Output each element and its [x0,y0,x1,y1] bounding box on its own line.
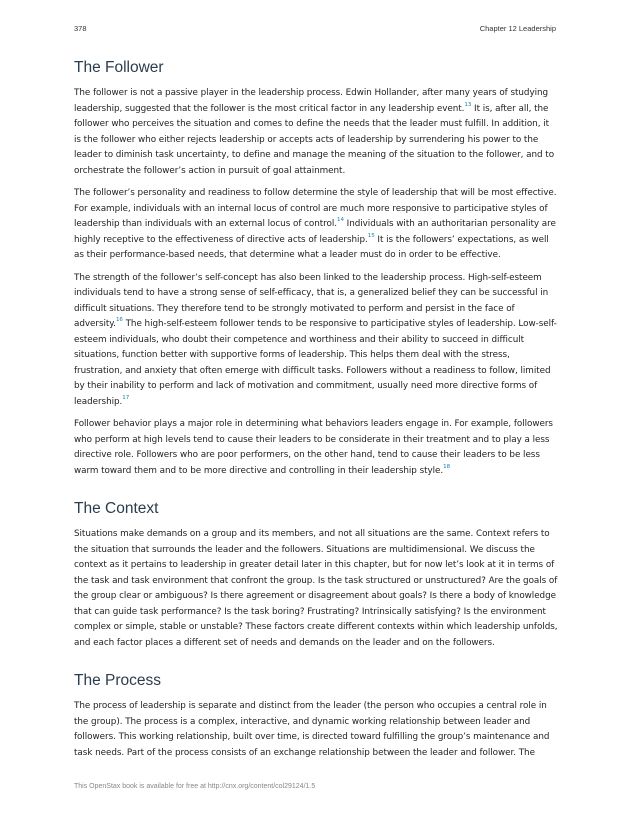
follower-p3-text-a: The strength of the follower’s self-concept has also been linked to the leadership process. High-self-esteem individuals tend to have a strong sense of self-efficacy, that is, a generalized belief they can be successful in difficult situations. They therefore tend to be strongly motivated to perform and persist in the face of adversity. [74,272,549,329]
running-head [74,24,556,36]
context-paragraph-1: Situations make demands on a group and its members, and not all situations are the same. Context refers to the situation that surrounds the leader and the followers. Situations are multidimensional. We discuss the context as it pertains to leadership in greater detail later in this chapter, but for now let’s look at it in terms of the task and task environment that confront the group. Is the task structured or unstructured? Are the goals of the group clear or ambiguous? Is there agreement or disagreement about goals? Is there a body of knowledge that can guide task performance? Is the task boring? Frustrating? Intrinsically satisfying? Is the environment complex or simple, stable or unstable? These factors create different contexts within which leadership unfolds, and each factor places a different set of needs and demands on the leader and on the followers. [74,529,558,648]
follower-paragraph-2 [74,186,558,264]
footnote-ref-18[interactable]: 18 [443,463,451,470]
follower-p3-text-b: The high-self-esteem follower tends to be responsive to participative styles of leadership. Low-self-esteem individuals, who doubt their competence and worthiness and their ability to succeed in difficult situations, function better with supportive forms of leadership. This helps them deal with the stress, frustration, and anxiety that often emerge with difficult tasks. Followers without a readiness to follow, limited by their inability to perform and lack of motivation and commitment, usually need more directive forms of leadership. [74,319,557,407]
follower-paragraph-4 [74,417,558,479]
section-heading-process: The Process [74,672,162,689]
footnote-ref-17[interactable]: 17 [122,394,130,401]
follower-p1-text-a: The follower is not a passive player in the leadership process. Edwin Hollander, after many years of studying leadership, suggested that the follower is the most critical factor in any leadership event. [74,88,549,114]
page-number: 378 [74,24,87,33]
footnote-ref-14[interactable]: 14 [337,217,344,223]
chapter-title: Chapter 12 Leadership [479,24,556,33]
footnote-ref-16[interactable]: 16 [115,317,123,323]
follower-p2-text-b: Individuals with an authoritarian personality are highly receptive to the effectiveness of directive acts of leadership. [74,219,556,245]
follower-paragraph-1 [74,86,558,179]
page-footer: This OpenStax book is available for free at http://cnx.org/content/col29124/1.5 [74,783,316,790]
page-body [74,58,558,781]
footnote-ref-15[interactable]: 15 [367,232,375,239]
follower-p1-text-b: It is, after all, the follower who perceives the situation and comes to define the needs that the leader must fulfill. In addition, it is the follower who either rejects leadership or accepts acts of leadership by surrendering his power to the leader to diminish task uncertainty, to define and manage the meaning of the situation to the follower, and to orchestrate the follower’s action in pursuit of goal attainment. [74,103,555,176]
follower-p4-text-a: Follower behavior plays a major role in determining what behaviors leaders engage in. For example, followers who perform at high levels tend to cause their leaders to be considerate in their treatment and to play a less directive role. Followers who are poor performers, on the other hand, tend to cause their leaders to be less warm toward them and to be more directive and controlling in their leadership style. [74,419,553,476]
footnote-ref-13[interactable]: 13 [464,101,472,108]
process-paragraph-1: The process of leadership is separate and distinct from the leader (the person who occupies a central role in the group). The process is a complex, interactive, and dynamic working relationship between leader and followers. This working relationship, built over time, is directed toward fulfilling the group’s maintenance and task needs. Part of the process consists of an exchange relationship between the leader and follower. The [74,701,550,758]
section-follower [74,58,558,479]
follower-paragraph-3 [74,271,558,411]
section-heading-context: The Context [74,500,159,517]
section-context [74,499,558,651]
follower-p2-text-a: The follower’s personality and readiness to follow determine the style of leadership that will be most effective. For example, individuals with an internal locus of control are much more responsive to participative styles of leadership than individuals with an external locus of control. [74,188,557,229]
section-process [74,671,558,761]
section-heading-follower: The Follower [74,59,164,76]
follower-p2-text-c: It is the followers’ expectations, as well as their performance-based needs, that determine what a leader must do in order to be effective. [74,234,549,260]
